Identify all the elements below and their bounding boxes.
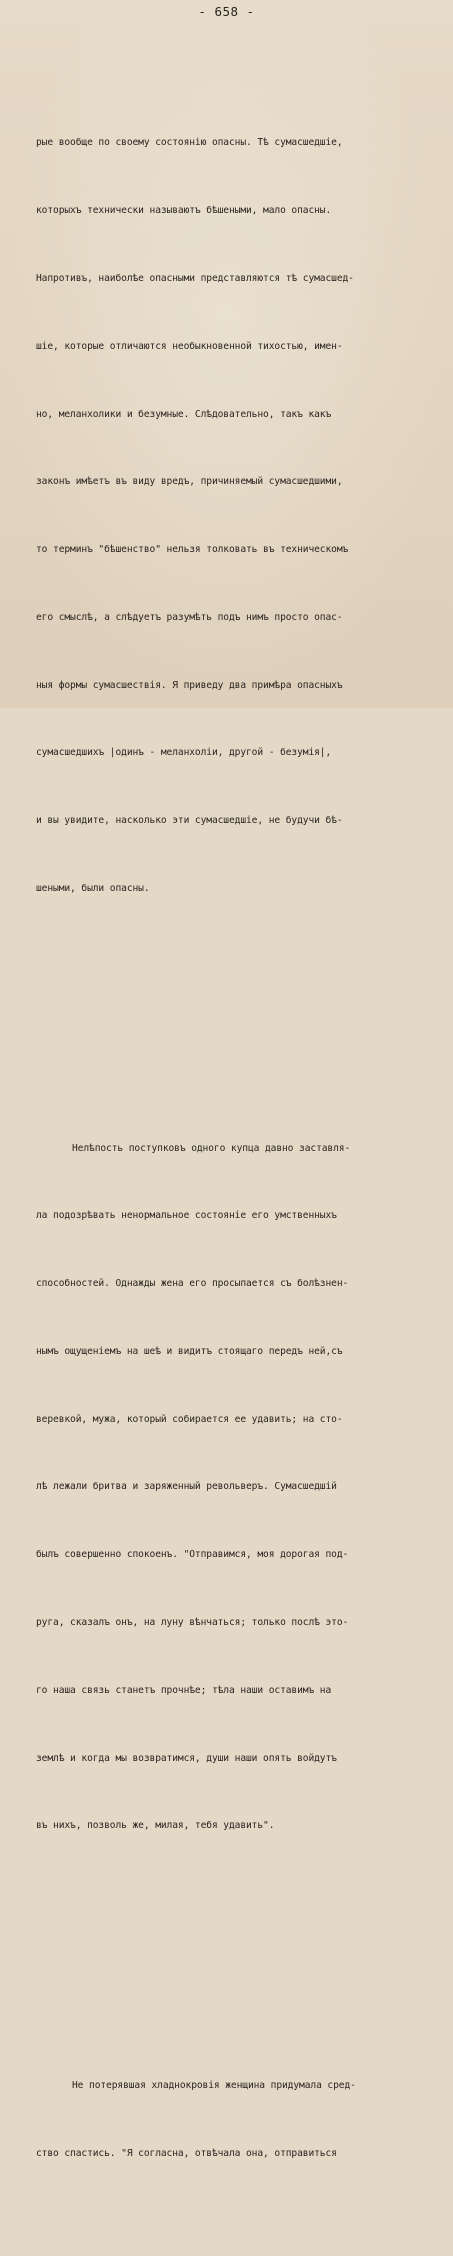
text-line: былъ совершенно спокоенъ. "Отправимся, моя дорогая под- — [36, 1549, 349, 1561]
text-line: нымъ ощущеніемъ на шеѣ и видитъ стоящаго передъ ней,съ — [36, 1345, 343, 1357]
text-line: шеными, были опасны. — [36, 882, 150, 894]
paragraph-gap — [36, 1014, 446, 1025]
text-line: и вы увидите, насколько эти сумасшедшіе, не будучи бѣ- — [36, 815, 343, 827]
text-line: ство спастись. "Я согласна, отвѣчала она, отправиться — [36, 2147, 337, 2159]
paragraph-3 — [36, 2030, 446, 2211]
text-line: руга, сказалъ онъ, на луну вѣнчаться; только послѣ это- — [36, 1616, 349, 1628]
text-line: го наша связь станетъ прочнѣе; тѣла наши оставимъ на — [36, 1684, 332, 1696]
text-line: законъ имѣетъ въ виду вредъ, причиняемый сумасшедшими, — [36, 476, 343, 488]
text-line: которыхъ технически называютъ бѣшеными, мало опасны. — [36, 205, 332, 217]
paragraph-1 — [36, 87, 446, 946]
text-line: но, меланхолики и безумные. Слѣдовательно, такъ какъ — [36, 408, 332, 420]
page-number: - 658 - — [198, 4, 255, 19]
text-line: рые вообще по своему состоянію опасны. Тѣ сумасшедшіе, — [36, 137, 343, 149]
paragraph-gap — [36, 1951, 446, 1962]
text-line: ныя формы сумасшествія. Я приведу два примѣра опасныхъ — [36, 679, 343, 691]
text-line: лѣ лежали бритва и заряженный револьверъ. Сумасшедшій — [36, 1481, 337, 1493]
text-line: въ нихъ, позволь же, милая, тебя удавить". — [36, 1820, 275, 1832]
text-line: то терминъ "бѣшенство" нельзя толковать въ техническомъ — [36, 544, 349, 556]
text-line: его смыслѣ, а слѣдуетъ разумѣть подъ нимъ просто опас- — [36, 611, 343, 623]
document-body — [36, 42, 446, 2256]
text-line: шіе, которые отличаются необыкновенной тихостью, имен- — [36, 340, 343, 352]
text-line: ла подозрѣвать ненормальное состояніе его умственныхъ — [36, 1210, 337, 1222]
text-line: Не потерявшая хладнокровія женщина придумала сред- — [72, 2079, 356, 2091]
text-line: способностей. Однажды жена его просыпается съ болѣзнен- — [36, 1278, 349, 1290]
text-line: Нелѣпость поступковъ одного купца давно заставля- — [72, 1142, 351, 1154]
text-line: землѣ и когда мы возвратимся, души наши опять войдутъ — [36, 1752, 337, 1764]
paragraph-2 — [36, 1092, 446, 1883]
text-line: веревкой, мужа, который собирается ее удавить; на сто- — [36, 1413, 343, 1425]
text-line: сумасшедшихъ |одинъ - меланхоліи, другой - безумія|, — [36, 747, 332, 759]
text-line: Напротивъ, наиболѣе опасными представляются тѣ сумасшед- — [36, 272, 354, 284]
